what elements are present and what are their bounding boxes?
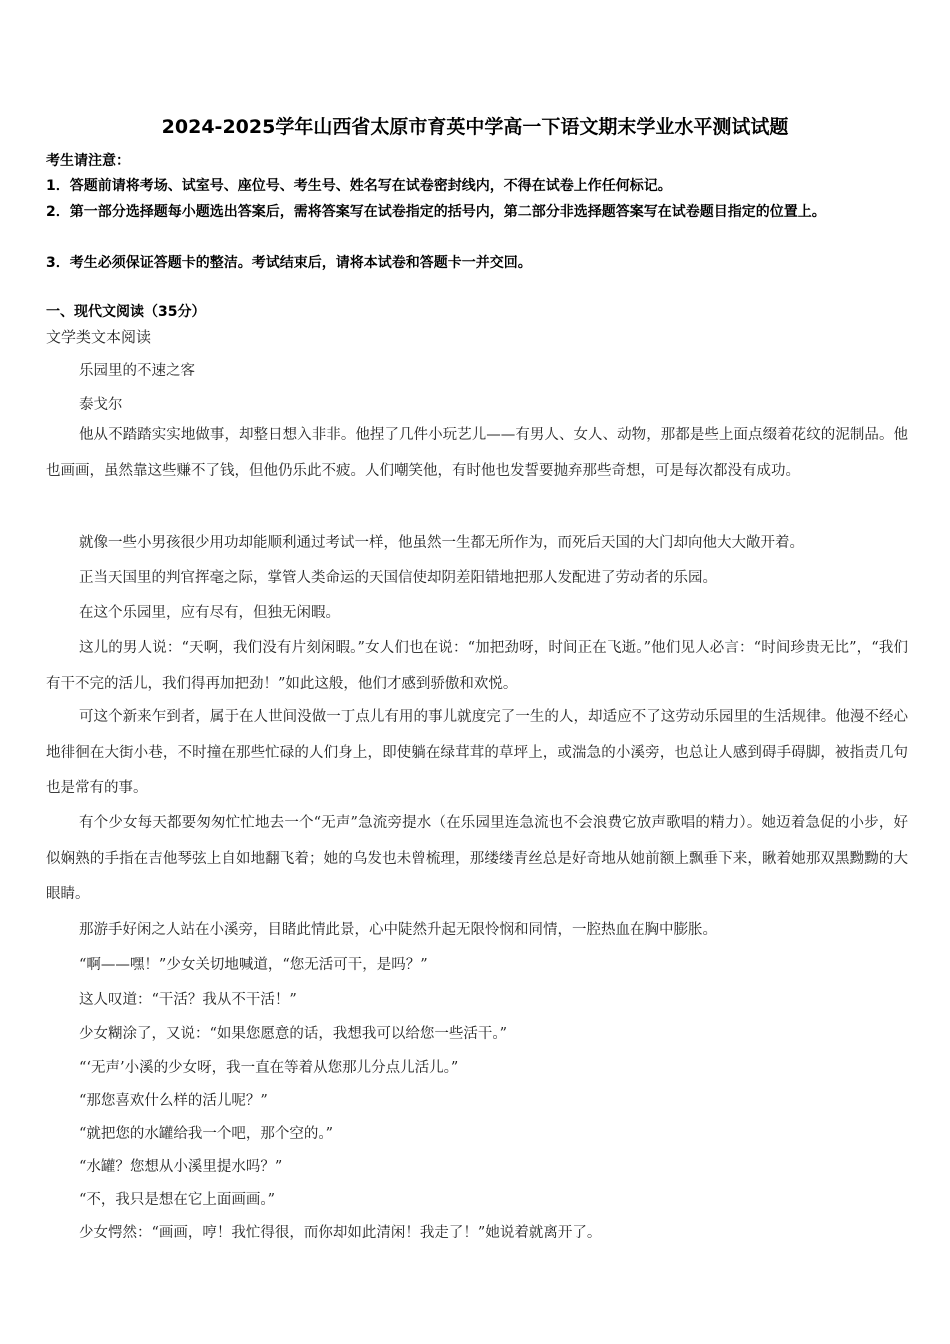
paragraph: 可这个新来乍到者，属于在人世间没做一丁点儿有用的事儿就度完了一生的人，却适应不了这劳动乐园里的生活规律。他漫不经心地徘徊在大街小巷，不时撞在那些忙碌的人们身上，即使躺在绿茸茸的草坪上，或湍急的小溪旁，也总让人感到碍手碍脚，被指责几句也是常有的事。 — [46, 709, 908, 796]
paragraph: 在这个乐园里，应有尽有，但独无闲暇。 — [79, 605, 340, 621]
dialogue-line: “那您喜欢什么样的活儿呢？” — [79, 1093, 268, 1109]
paragraph: 他从不踏踏实实地做事，却整日想入非非。他捏了几件小玩艺儿——有男人、女人、动物，那都是些上面点缀着花纹的泥制品。他也画画，虽然靠这些赚不了钱，但他仍乐此不疲。人们嘲笑他，有时他也发誓要抛弃那些奇想，可是每次都没有成功。 — [46, 427, 908, 479]
dialogue-line: 少女糊涂了，又说：“如果您愿意的话，我想我可以给您一些活干。” — [79, 1026, 508, 1042]
notice-heading: 考生请注意： — [46, 153, 130, 169]
page-title: 2024-2025学年山西省太原市育英中学高一下语文期末学业水平测试试题 — [161, 116, 789, 138]
dialogue-line: 少女愕然：“画画，哼！我忙得很，而你却如此清闲！我走了！”她说着就离开了。 — [79, 1225, 602, 1241]
dialogue-line: “‘无声’小溪的少女呀，我一直在等着从您那儿分点儿活儿。” — [79, 1060, 459, 1076]
article-author: 泰戈尔 — [79, 397, 123, 413]
paragraph: 正当天国里的判官挥毫之际，掌管人类命运的天国信使却阴差阳错地把那人发配进了劳动者的乐园。 — [79, 570, 717, 586]
article-title: 乐园里的不速之客 — [79, 363, 195, 379]
paragraph: 有个少女每天都要匆匆忙忙地去一个“无声”急流旁提水（在乐园里连急流也不会浪费它放声歌唱的精力）。她迈着急促的小步，好似娴熟的手指在吉他琴弦上自如地翻飞着；她的乌发也未曾梳理，那缕缕青丝总是好奇地从她前额上飘垂下来，瞅着她那双黑黝黝的大眼睛。 — [46, 815, 908, 902]
notice-item-2: 2．第一部分选择题每小题选出答案后，需将答案写在试卷指定的括号内，第二部分非选择题答案写在试卷题目指定的位置上。 — [46, 204, 826, 220]
paragraph: 这儿的男人说：“天啊，我们没有片刻闲暇。”女人们也在说：“加把劲呀，时间正在飞逝。”他们见人必言：“时间珍贵无比”，“我们有干不完的活儿，我们得再加把劲！”如此这般，他们才感到骄傲和欢悦。 — [46, 640, 908, 692]
section-subheading: 文学类文本阅读 — [46, 328, 152, 346]
paragraph: 那游手好闲之人站在小溪旁，目睹此情此景，心中陡然升起无限怜悯和同情，一腔热血在胸中膨胀。 — [79, 922, 717, 938]
dialogue-line: “就把您的水罐给我一个吧，那个空的。” — [79, 1126, 334, 1142]
dialogue-line: “不，我只是想在它上面画画。” — [79, 1192, 276, 1208]
dialogue-line: “水罐？您想从小溪里提水吗？” — [79, 1159, 283, 1175]
section-heading: 一、现代文阅读（35分） — [46, 304, 206, 320]
dialogue-line: “啊——嘿！”少女关切地喊道，“您无活可干，是吗？” — [79, 957, 428, 973]
notice-item-3: 3．考生必须保证答题卡的整洁。考试结束后，请将本试卷和答题卡一并交回。 — [46, 255, 532, 271]
dialogue-line: 这人叹道：“干活？我从不干活！” — [79, 992, 297, 1008]
notice-item-1: 1．答题前请将考场、试室号、座位号、考生号、姓名写在试卷密封线内，不得在试卷上作任何标记。 — [46, 178, 672, 194]
paragraph: 就像一些小男孩很少用功却能顺利通过考试一样，他虽然一生都无所作为，而死后天国的大门却向他大大敞开着。 — [79, 535, 804, 551]
